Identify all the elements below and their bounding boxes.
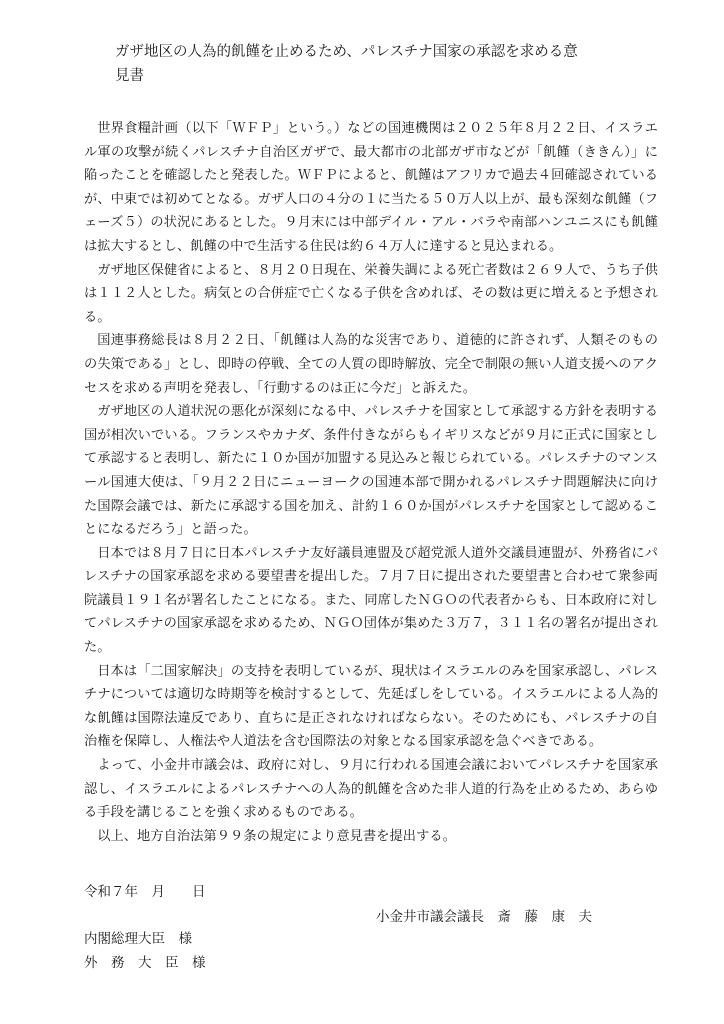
paragraph: 日本は「二国家解決」の支持を表明しているが、現状はイスラエルのみを国家承認し、パレスチナについては適切な時期等を検討するとして、先延ばしをしている。イスラエルによる人為的な飢饉は国際法違反であり、直ちに是正されなければならない。そのためにも、パレスチナの自治権を保障し、人権法や人道法を含む国際法の対象となる国家承認を急ぐべきである。 bbox=[84, 663, 658, 750]
document-body bbox=[84, 117, 658, 848]
paragraph: 国連事務総長は８月２２日、「飢饉は人為的な災害であり、道徳的に許されず、人類そのものの失策である」とし、即時の停戦、全ての人質の即時解放、完全で制限の無い人道支援へのアクセスを求める声明を発表し、「行動するのは正に今だ」と訴えた。 bbox=[84, 333, 658, 396]
title-line-1: ガザ地区の人為的飢饉を止めるため、パレスチナ国家の承認を求める意 bbox=[115, 44, 578, 60]
paragraph: ガザ地区保健省によると、８月２０日現在、栄養失調による死亡者数は２６９人で、うち子供は１１２人とした。病気との合併症で亡くなる子供を含めれば、その数は更に増えると予想される。 bbox=[84, 262, 658, 325]
addressee-list bbox=[84, 927, 206, 975]
addressee: 外 務 大 臣 様 bbox=[84, 955, 206, 971]
paragraph: 日本では８月７日に日本パレスチナ友好議員連盟及び超党派人道外交議員連盟が、外務省にパレスチナの国家承認を求める要望書を提出した。７月７日に提出された要望書と合わせて衆参両院議員１９１名が署名したことになる。また、同席したＮＧＯの代表者からも、日本政府に対してパレスチナの国家承認を求めるため、ＮＧＯ団体が集めた３万７，３１１名の署名が提出された。 bbox=[84, 545, 658, 656]
signer-name: 小金井市議会議長 斎 藤 康 夫 bbox=[376, 909, 592, 925]
document-date: 令和７年 月 日 bbox=[84, 884, 206, 900]
paragraph: 世界食糧計画（以下「ＷＦＰ」という。）などの国連機関は２０２５年８月２２日、イスラエル軍の攻撃が続くパレスチナ自治区ガザで、最大都市の北部ガザ市などが「飢饉（ききん）」に陥ったことを確認したと発表した。ＷＦＰによると、飢饉はアフリカで過去４回確認されているが、中東では初めてとなる。ガザ人口の４分の１に当たる５０万人以上が、最も深刻な飢饉（フェーズ５）の状況にあるとした。９月末には中部デイル・アル・バラや南部ハンユニスにも飢饉は拡大するとし、飢饉の中で生活する住民は約６４万人に達すると見込まれる。 bbox=[84, 121, 658, 254]
addressee: 内閣総理大臣 様 bbox=[84, 931, 192, 947]
document-title bbox=[115, 40, 615, 88]
title-line-2: 見書 bbox=[115, 68, 144, 84]
paragraph: 以上、地方自治法第９９条の規定により意見書を提出する。 bbox=[97, 828, 456, 844]
paragraph: よって、小金井市議会は、政府に対し、９月に行われる国連会議においてパレスチナを国家承認し、イスラエルによるパレスチナへの人為的飢饉を含めた非人道的行為を止めるため、あらゆる手段を講じることを強く求めるものである。 bbox=[84, 758, 658, 821]
paragraph: ガザ地区の人道状況の悪化が深刻になる中、パレスチナを国家として承認する方針を表明する国が相次いでいる。フランスやカナダ、条件付きながらもイギリスなどが９月に正式に国家として承認すると表明し、新たに１０か国が加盟する見込みと報じられている。パレスチナのマンスール国連大使は、「９月２２日にニューヨークの国連本部で開かれるパレスチナ問題解決に向けた国際会議では、新たに承認する国を加え、計約１６０か国がパレスチナを国家として認めることになるだろう」と語った。 bbox=[84, 404, 658, 538]
